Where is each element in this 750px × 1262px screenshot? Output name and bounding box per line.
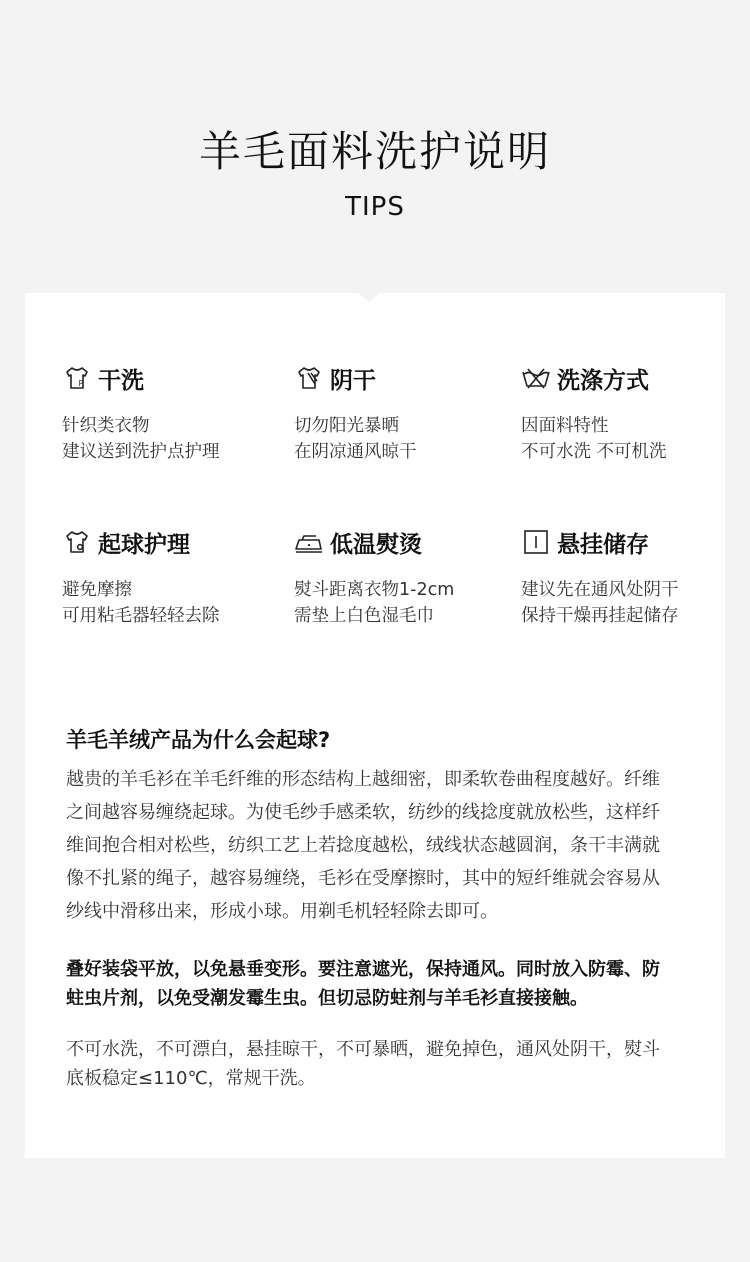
tip-title: 阴干	[330, 367, 376, 394]
care-summary: 不可水洗，不可漂白，悬挂晾干，不可暴晒，避免掉色，通风处阴干，熨斗 底板稳定≤110℃，常规干洗。	[66, 1039, 660, 1089]
faq-question: 羊毛羊绒产品为什么会起球?	[66, 728, 331, 752]
tip-wash-method	[521, 363, 731, 465]
tip-title: 干洗	[98, 367, 144, 394]
tip-dry-clean	[62, 363, 272, 465]
tip-description: 熨斗距离衣物1-2cm 需垫上白色湿毛巾	[294, 580, 455, 626]
tip-description: 切勿阳光暴晒 在阴凉通风晾干	[294, 416, 417, 462]
hang-dry-icon	[521, 527, 551, 557]
tip-hang-storage	[521, 527, 731, 629]
tip-title: 起球护理	[98, 531, 190, 558]
header	[0, 0, 750, 292]
tip-title: 洗涤方式	[557, 367, 649, 394]
iron-low-temp-icon	[294, 527, 324, 557]
card-notch	[357, 292, 381, 302]
shirt-dryclean-icon	[62, 363, 92, 393]
storage-note: 叠好装袋平放，以免悬垂变形。要注意遮光，保持通风。同时放入防霉、防 蛀虫片剂，以免受潮发霉生虫。但切忌防蛀剂与羊毛衫直接接触。	[66, 959, 660, 1009]
tip-description: 建议先在通风处阴干 保持干燥再挂起储存	[521, 580, 679, 626]
svg-text:P: P	[78, 379, 84, 388]
shirt-shade-dry-icon	[294, 363, 324, 393]
tip-shade-dry	[294, 363, 504, 465]
faq-answer: 越贵的羊毛衫在羊毛纤维的形态结构上越细密，即柔软卷曲程度越好。纤维 之间越容易缠绕起球。为使毛纱手感柔软，纺纱的线捻度就放松些，这样纤 维间抱合相对松些，纺织工艺上若捻度越松，绒线状态越圆润，条干丰满就 像不扎紧的绳子，越容易缠绕，毛衫在受摩擦时，其中的短纤维就会容易从 纱线中滑移出来，形成小球。用剃毛机轻轻除去即可。	[66, 769, 660, 922]
tip-description: 避免摩擦 可用粘毛器轻轻去除	[62, 580, 220, 626]
content-card	[25, 293, 725, 1158]
tip-description: 因面料特性 不可水洗 不可机洗	[521, 416, 667, 462]
tip-title: 低温熨烫	[330, 531, 422, 558]
page-title: 羊毛面料洗护说明	[198, 127, 551, 176]
page-subtitle: TIPS	[345, 192, 405, 222]
tip-title: 悬挂储存	[557, 531, 649, 558]
no-wash-basin-icon	[521, 363, 551, 393]
tip-pilling-care	[62, 527, 272, 629]
tip-description: 针织类衣物 建议送到洗护点护理	[62, 416, 220, 462]
tip-low-temp-iron	[294, 527, 504, 629]
shirt-pilling-icon	[62, 527, 92, 557]
